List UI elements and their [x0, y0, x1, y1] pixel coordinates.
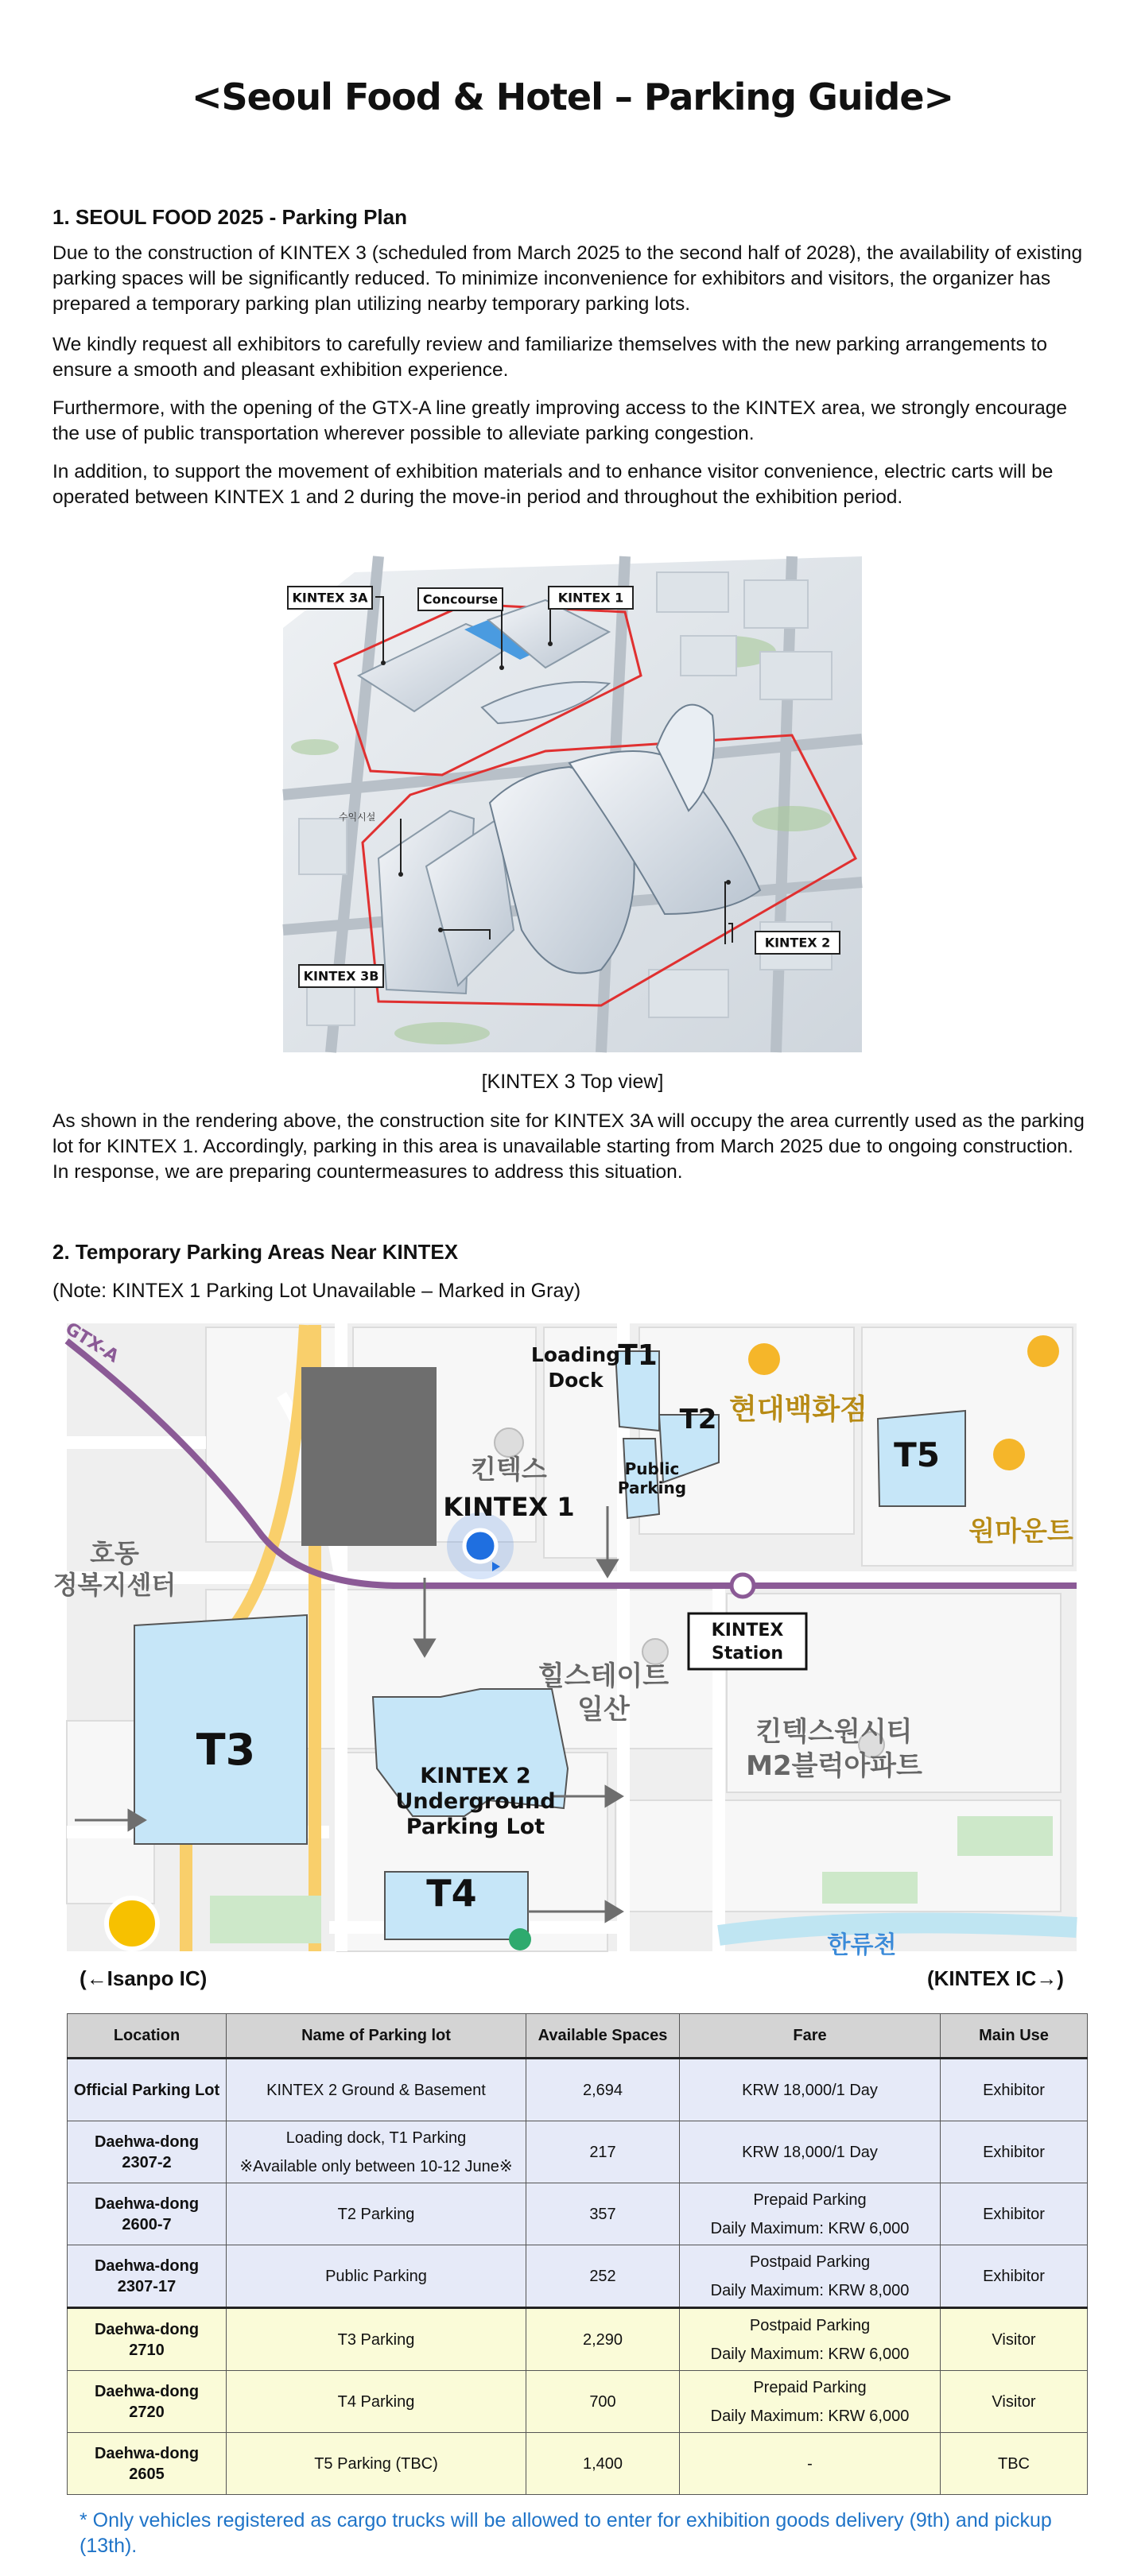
label-wonsity-1: 킨텍스원시티 — [755, 1716, 913, 1748]
use-cell: Visitor — [941, 2371, 1088, 2433]
table-header-row — [68, 2014, 1088, 2059]
label-t3: T3 — [196, 1725, 256, 1775]
lot-name-cell: T2 Parking — [227, 2183, 526, 2245]
lot-name-cell: KINTEX 2 Ground & Basement — [227, 2059, 526, 2121]
spaces-cell: 2,694 — [526, 2059, 680, 2121]
kintex3-rendering — [283, 556, 862, 1052]
label-kintex3b: KINTEX 3B — [303, 968, 379, 984]
location-pin-icon — [464, 1530, 496, 1562]
label-kintex2-3: Parking Lot — [406, 1815, 545, 1839]
section2-heading: 2. Temporary Parking Areas Near KINTEX — [52, 1240, 459, 1264]
spaces-cell: 217 — [526, 2121, 680, 2183]
label-t2: T2 — [679, 1404, 717, 1435]
label-hillstate-2: 일산 — [577, 1694, 630, 1726]
direction-kintex-ic: (KINTEX IC→) — [927, 1966, 1064, 1990]
use-cell: TBC — [941, 2433, 1088, 2495]
spaces-cell: 252 — [526, 2245, 680, 2308]
lot-name-cell: Loading dock, T1 Parking ※Available only between 10-12 June※ — [227, 2121, 526, 2183]
use-cell: Exhibitor — [941, 2183, 1088, 2245]
page-title: <Seoul Food & Hotel – Parking Guide> — [191, 76, 954, 118]
fare-cell: Postpaid Parking Daily Maximum: KRW 8,000 — [680, 2245, 941, 2308]
location-cell: Daehwa-dong 2307-17 — [68, 2245, 227, 2308]
location-cell: Daehwa-dong 2720 — [68, 2371, 227, 2433]
fare-cell: Postpaid Parking Daily Maximum: KRW 6,000 — [680, 2308, 941, 2371]
label-parking: Parking — [617, 1478, 687, 1497]
direction-isanpo: (←Isanpo IC) — [80, 1966, 208, 1990]
lot-name-cell: T4 Parking — [227, 2371, 526, 2433]
section1-heading: 1. SEOUL FOOD 2025 - Parking Plan — [52, 205, 407, 229]
location-cell: Daehwa-dong 2710 — [68, 2308, 227, 2371]
footnote: * Only vehicles registered as cargo trucks will be allowed to enter for exhibition goods delivery (9th) and pickup (13th). — [80, 2509, 1052, 2557]
table-row — [68, 2433, 1088, 2495]
kintex1-unavailable-lot — [301, 1367, 437, 1546]
section1-paragraph: We kindly request all exhibitors to carefully review and familiarize themselves with the new parking arrangements to ensure a smooth and pleasant exhibition experience. — [52, 334, 1047, 381]
section2-note: (Note: KINTEX 1 Parking Lot Unavailable – Marked in Gray) — [52, 1280, 581, 1302]
label-wonsity-2: M2블럭아파트 — [746, 1750, 922, 1782]
fare-cell: KRW 18,000/1 Day — [680, 2059, 941, 2121]
label-kintex3a: KINTEX 3A — [292, 590, 368, 606]
spaces-cell: 2,290 — [526, 2308, 680, 2371]
parking-table — [67, 2013, 1088, 2495]
location-cell: Official Parking Lot — [68, 2059, 227, 2121]
fare-cell: Prepaid Parking Daily Maximum: KRW 6,000 — [680, 2371, 941, 2433]
label-kintex2-1: KINTEX 2 — [420, 1764, 531, 1788]
label-kintex-kr: 킨텍스 — [471, 1454, 547, 1485]
location-cell: Daehwa-dong 2600-7 — [68, 2183, 227, 2245]
section1-paragraph: In addition, to support the movement of exhibition materials and to enhance visitor convenience, electric carts will be operated between KINTEX 1 and 2 during the move-in period and throughout the exhibition period. — [52, 461, 1054, 508]
label-left-area-1: 호동 — [90, 1538, 139, 1568]
label-kintex2-2: Underground — [395, 1789, 556, 1814]
column-header: Fare — [680, 2014, 941, 2059]
lot-name-cell: T5 Parking (TBC) — [227, 2433, 526, 2495]
label-kintex1: KINTEX 1 — [443, 1492, 575, 1522]
sun-icon — [107, 1898, 157, 1949]
label-hyundai: 현대백화점 — [729, 1393, 867, 1426]
label-river: 한류천 — [827, 1931, 897, 1959]
label-suik: 수익시설 — [339, 812, 376, 823]
label-kintex2: KINTEX 2 — [764, 935, 831, 951]
spaces-cell: 1,400 — [526, 2433, 680, 2495]
label-dock: Dock — [548, 1369, 604, 1392]
table-row — [68, 2308, 1088, 2371]
label-station-1: KINTEX — [711, 1621, 784, 1641]
column-header: Main Use — [941, 2014, 1088, 2059]
use-cell: Exhibitor — [941, 2121, 1088, 2183]
use-cell: Exhibitor — [941, 2245, 1088, 2308]
label-t4: T4 — [426, 1872, 477, 1915]
station-icon — [732, 1575, 754, 1597]
location-cell: Daehwa-dong 2605 — [68, 2433, 227, 2495]
table-row — [68, 2245, 1088, 2308]
label-t5: T5 — [894, 1435, 940, 1474]
label-t1: T1 — [618, 1339, 658, 1372]
column-header: Name of Parking lot — [227, 2014, 526, 2059]
table-row — [68, 2183, 1088, 2245]
spaces-cell: 357 — [526, 2183, 680, 2245]
section1-paragraph: Furthermore, with the opening of the GTX-A line greatly improving access to the KINTEX area, we strongly encourage the use of public transportation wherever possible to alleviate parking congestion. — [52, 397, 1067, 444]
section1-paragraph: Due to the construction of KINTEX 3 (scheduled from March 2025 to the second half of 2028), the availability of existing parking spaces will be significantly reduced. To minimize inconvenience for exhibitors and visitors, the organizer has prepared a temporary parking plan utilizing nearby temporary parking lots. — [52, 242, 1083, 315]
label-concourse: Concourse — [422, 591, 499, 607]
lot-name-cell: T3 Parking — [227, 2308, 526, 2371]
rendering-caption: [KINTEX 3 Top view] — [481, 1071, 664, 1093]
label-station-2: Station — [711, 1644, 784, 1664]
column-header: Location — [68, 2014, 227, 2059]
lot-name-cell: Public Parking — [227, 2245, 526, 2308]
label-left-area-2: 정복지센터 — [52, 1570, 177, 1600]
section1-after-paragraph: As shown in the rendering above, the construction site for KINTEX 3A will occupy the area currently used as the parking lot for KINTEX 1. Accordingly, parking in this area is unavailable starting from March 2025 due to ongoing construction. In response, we are preparing countermeasures to address this situation. — [52, 1110, 1085, 1183]
table-row — [68, 2371, 1088, 2433]
label-kintex1: KINTEX 1 — [557, 590, 624, 606]
label-gtx: GTX-A — [61, 1319, 122, 1367]
table-row — [68, 2121, 1088, 2183]
use-cell: Visitor — [941, 2308, 1088, 2371]
label-onemount: 원마운트 — [968, 1516, 1073, 1548]
metro-icon — [509, 1928, 531, 1950]
parking-map — [52, 1319, 1077, 1959]
label-loading: Loading — [530, 1343, 621, 1366]
label-hillstate-1: 힐스테이트 — [538, 1660, 670, 1692]
label-public: Public — [624, 1459, 680, 1478]
spaces-cell: 700 — [526, 2371, 680, 2433]
fare-cell: KRW 18,000/1 Day — [680, 2121, 941, 2183]
fare-cell: Prepaid Parking Daily Maximum: KRW 6,000 — [680, 2183, 941, 2245]
location-cell: Daehwa-dong 2307-2 — [68, 2121, 227, 2183]
column-header: Available Spaces — [526, 2014, 680, 2059]
fare-cell: - — [680, 2433, 941, 2495]
use-cell: Exhibitor — [941, 2059, 1088, 2121]
table-row — [68, 2059, 1088, 2121]
